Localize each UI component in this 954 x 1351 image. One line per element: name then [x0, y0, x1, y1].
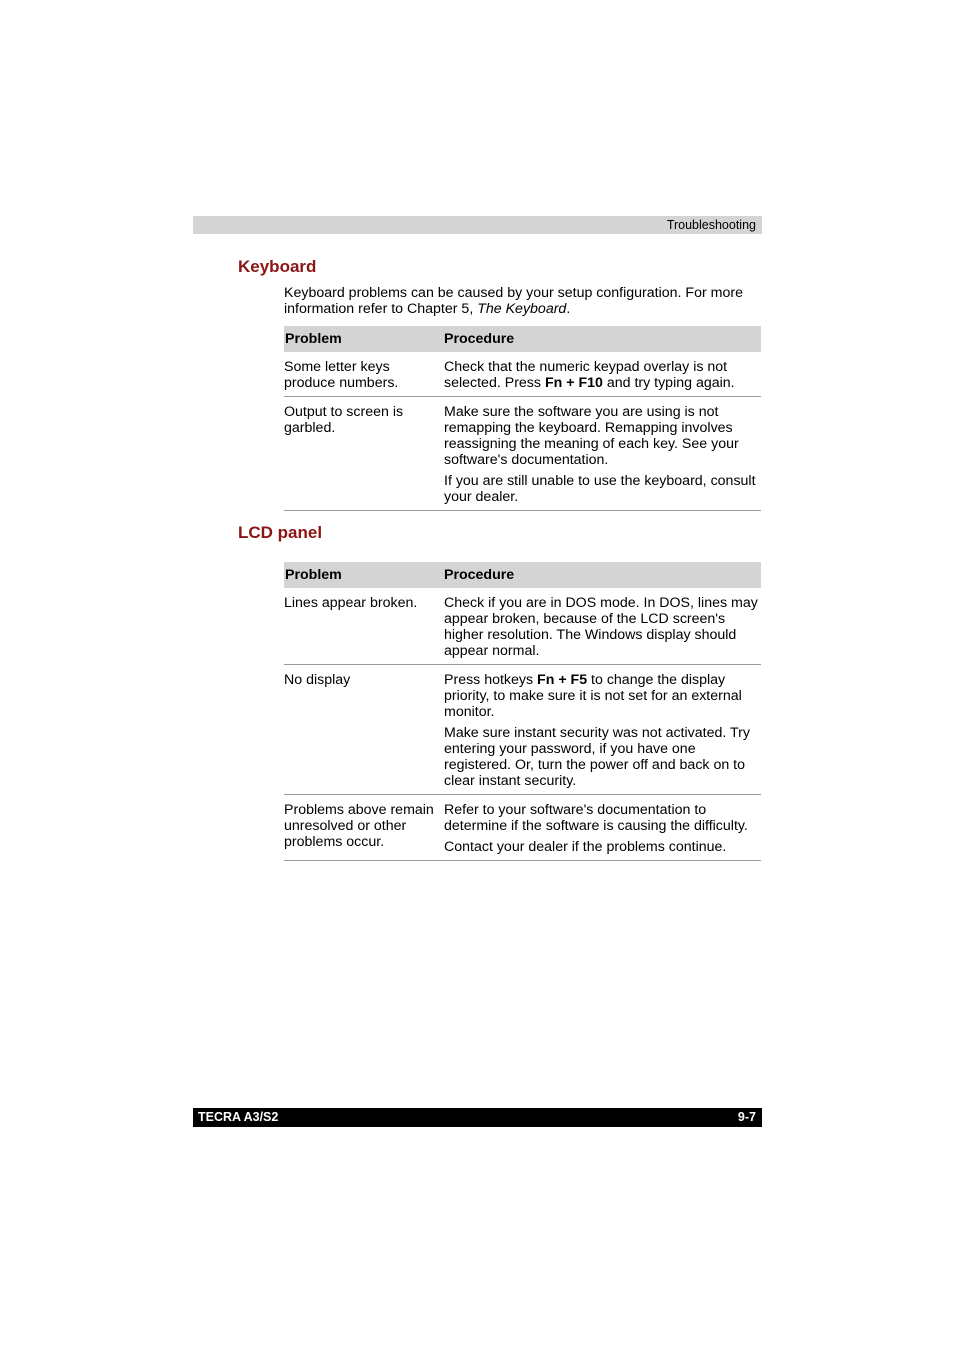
running-footer [193, 1108, 762, 1127]
col-problem-header: Problem [284, 326, 443, 352]
procedure-text: Make sure instant security was not activated. Try entering your password, if you have one registered. Or, turn the power off and back on to clear instant security. [444, 725, 750, 789]
procedure-cell [443, 352, 761, 397]
table-row [284, 665, 761, 795]
table-row [284, 352, 761, 397]
procedure-text-b: to change the display priority, to make sure it is not set for an external monitor. [444, 672, 742, 720]
procedure-text-a: Check that the numeric keypad overlay is not selected. Press [444, 359, 728, 391]
procedure-text [444, 359, 761, 391]
procedure-text: Refer to your software's documentation to determine if the software is causing the difficulty. [444, 802, 748, 834]
lcd-table [284, 562, 761, 861]
procedure-text: If you are still unable to use the keyboard, consult your dealer. [444, 473, 756, 505]
problem-cell: Lines appear broken. [284, 588, 443, 665]
problem-cell: Some letter keys produce numbers. [284, 352, 443, 397]
keyboard-chapter-ref: The Keyboard [477, 301, 567, 317]
keyboard-intro [284, 285, 762, 317]
procedure-text: Contact your dealer if the problems continue. [444, 839, 727, 855]
table-row [284, 795, 761, 861]
keyboard-intro-end: . [566, 301, 571, 317]
col-procedure-header: Procedure [443, 326, 761, 352]
table-header-row [284, 562, 761, 588]
procedure-cell [443, 397, 761, 511]
table-row [284, 397, 761, 511]
procedure-cell [443, 588, 761, 665]
procedure-text: Check if you are in DOS mode. In DOS, lines may appear broken, because of the LCD screen's higher resolution. The Windows display should appear normal. [444, 595, 758, 659]
col-procedure-header: Procedure [443, 562, 761, 588]
problem-cell: Problems above remain unresolved or other problems occur. [284, 795, 443, 861]
footer-model: TECRA A3/S2 [198, 1110, 279, 1124]
running-header [193, 216, 762, 234]
table-header-row [284, 326, 761, 352]
hotkey: Fn + F5 [537, 672, 588, 688]
keyboard-intro-text: Keyboard problems can be caused by your setup configuration. For more information refer to Chapter 5, [284, 285, 743, 317]
table-row [284, 588, 761, 665]
procedure-text-a: Press hotkeys [444, 672, 538, 688]
procedure-text-b: and try typing again. [602, 375, 735, 391]
col-problem-header: Problem [284, 562, 443, 588]
problem-cell: No display [284, 665, 443, 795]
procedure-cell [443, 795, 761, 861]
keyboard-heading: Keyboard [238, 257, 317, 276]
problem-cell: Output to screen is garbled. [284, 397, 443, 511]
hotkey: Fn + F10 [544, 375, 603, 391]
page-number: 9-7 [737, 1110, 756, 1124]
procedure-cell [443, 665, 761, 795]
procedure-text [444, 672, 761, 720]
lcd-heading: LCD panel [238, 523, 323, 542]
procedure-text: Make sure the software you are using is not remapping the keyboard. Remapping involves reassigning the meaning of each key. See your software's documentation. [444, 404, 739, 468]
header-section-title: Troubleshooting [666, 218, 756, 232]
keyboard-table [284, 326, 761, 511]
